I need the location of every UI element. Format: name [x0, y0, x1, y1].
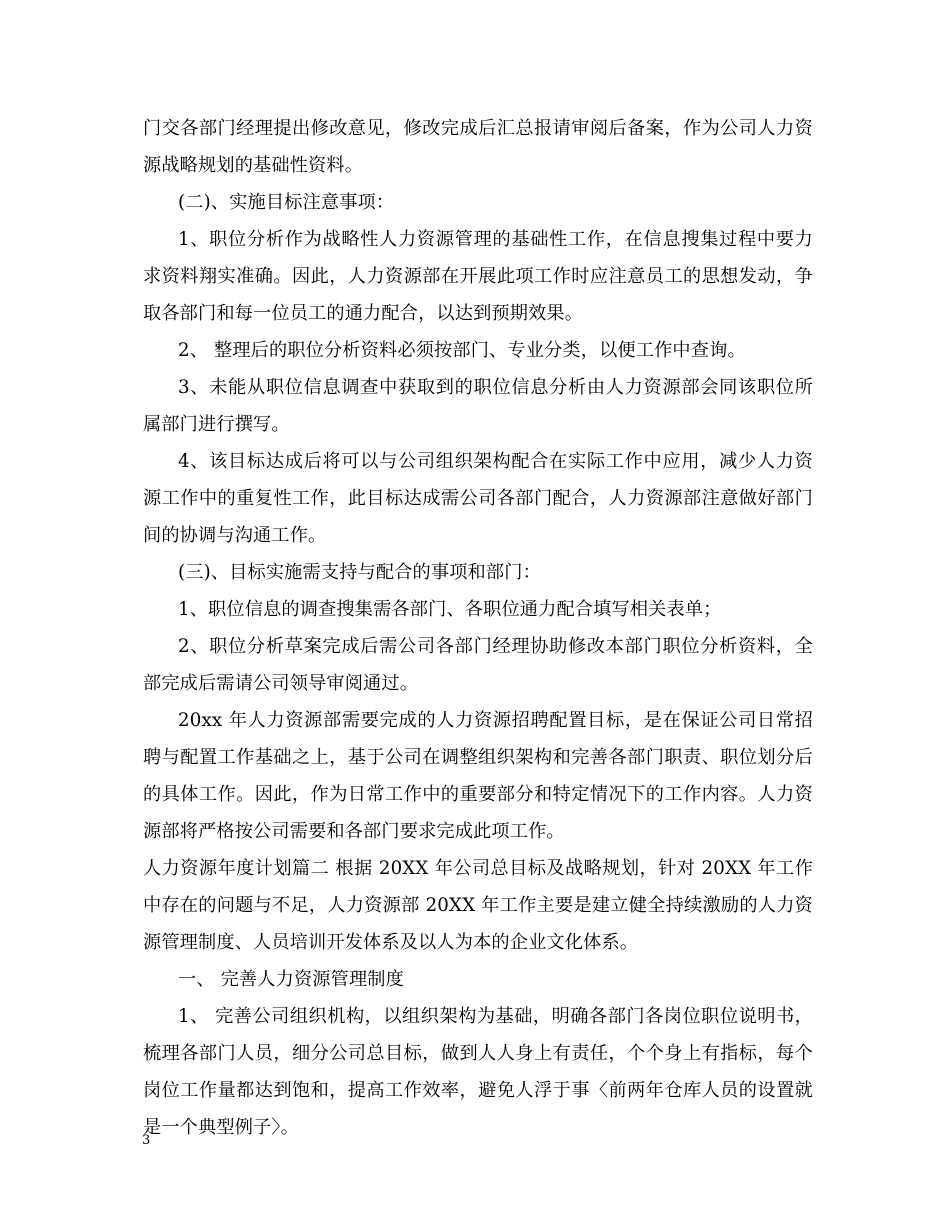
body-text-line: 1、职位分析作为战略性人力资源管理的基础性工作，在信息搜集过程中要力 — [178, 229, 813, 250]
body-text-line: 的具体工作。因此，作为日常工作中的重要部分和特定情况下的工作内容。人力资 — [143, 784, 813, 805]
section-heading: 一、 完善人力资源管理制度 — [178, 969, 404, 990]
body-text-line: 门交各部门经理提出修改意见，修改完成后汇总报请审阅后备案，作为公司人力资 — [143, 118, 813, 139]
body-text-line: 4、该目标达成后将可以与公司组织架构配合在实际工作中应用，减少人力资 — [178, 451, 813, 472]
body-text-line: 1、 完善公司组织机构，以组织架构为基础，明确各部门各岗位职位说明书， — [178, 1006, 813, 1027]
section-heading: (三)、目标实施需支持与配合的事项和部门： — [178, 562, 541, 583]
body-text-line: 梳理各部门人员，细分公司总目标，做到人人身上有责任，个个身上有指标，每个 — [143, 1043, 813, 1064]
section-heading: (二)、实施目标注意事项： — [178, 192, 395, 213]
body-text-line: 3、未能从职位信息调查中获取到的职位信息分析由人力资源部会同该职位所 — [178, 377, 813, 398]
body-text-line: 取各部门和每一位员工的通力配合，以达到预期效果。 — [143, 303, 584, 324]
body-text-line: 源战略规划的基础性资料。 — [143, 155, 364, 176]
body-text-line: 源部将严格按公司需要和各部门要求完成此项工作。 — [143, 821, 565, 842]
body-text-line: 岗位工作量都达到饱和，提高工作效率，避免人浮于事〈前两年仓库人员的设置就 — [143, 1080, 813, 1101]
body-text-line: 1、职位信息的调查搜集需各部门、各职位通力配合填写相关表单； — [178, 599, 722, 620]
body-text-line: 是一个典型例子〉。 — [143, 1117, 299, 1138]
page-number: 3 — [142, 1133, 151, 1148]
body-text-line: 中存在的问题与不足，人力资源部 20XX 年工作主要是建立健全持续激励的人力资 — [143, 895, 813, 916]
body-text-line: 聘与配置工作基础之上，基于公司在调整组织架构和完善各部门职责、职位划分后 — [143, 747, 813, 768]
body-text-line: 源管理制度、人员培训开发体系及以人为本的企业文化体系。 — [143, 932, 639, 953]
body-text-line: 源工作中的重复性工作，此目标达成需公司各部门配合，人力资源部注意做好部门 — [143, 488, 813, 509]
body-text-line: 间的协调与沟通工作。 — [143, 525, 327, 546]
body-text-line: 人力资源年度计划篇二 根据 20XX 年公司总目标及战略规划，针对 20XX 年工作 — [143, 858, 813, 879]
body-text-line: 部完成后需请公司领导审阅通过。 — [143, 673, 419, 694]
body-text-line: 属部门进行撰写。 — [143, 414, 290, 435]
body-text-line: 2、 整理后的职位分析资料必须按部门、专业分类，以便工作中查询。 — [178, 340, 746, 361]
body-text-line: 2、职位分析草案完成后需公司各部门经理协助修改本部门职位分析资料，全 — [178, 636, 813, 657]
body-text-line: 求资料翔实准确。因此，人力资源部在开展此项工作时应注意员工的思想发动，争 — [143, 266, 813, 287]
body-text-line: 20xx 年人力资源部需要完成的人力资源招聘配置目标，是在保证公司日常招 — [178, 710, 813, 731]
